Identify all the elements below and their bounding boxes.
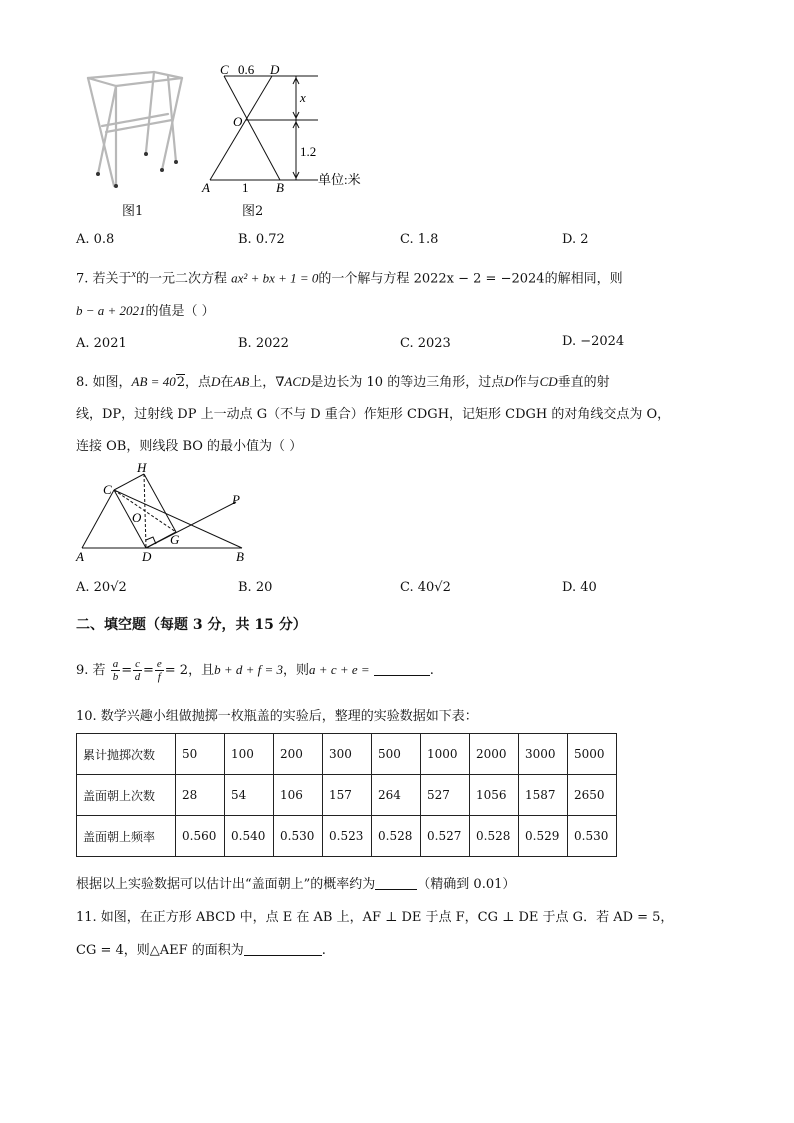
table-cell: 100 <box>225 734 274 775</box>
figure-2-caption: 图2 <box>242 204 264 219</box>
q6-option-b[interactable]: B. 0.72 <box>238 232 285 247</box>
q8-option-a[interactable]: A. 20√2 <box>76 580 127 595</box>
table-cell: 200 <box>274 734 323 775</box>
q8-option-c[interactable]: C. 40√2 <box>400 580 451 595</box>
q7-option-a[interactable]: A. 2021 <box>76 336 127 351</box>
q6-option-d[interactable]: D. 2 <box>562 232 589 247</box>
q11-answer-blank[interactable] <box>244 941 322 956</box>
q9-frac-e-f: $\frac{e}{f}$ <box>156 658 162 683</box>
q8-option-d[interactable]: D. 40 <box>562 580 597 595</box>
fig3-label-p: P <box>232 492 240 507</box>
q10-answer-blank[interactable] <box>375 875 417 890</box>
table-cell: 0.560 <box>176 816 225 857</box>
table-cell: 2650 <box>568 775 617 816</box>
table-cell: 3000 <box>519 734 568 775</box>
q7-eq2: 2022x − 2 = −2024 <box>413 271 545 287</box>
table-row <box>77 775 617 816</box>
table-row-header: 盖面朝上频率 <box>77 816 176 857</box>
table-cell: 0.530 <box>568 816 617 857</box>
q9-line: 9. 若 $\frac{a}{b}$ = $\frac{c}{d}$ = $\frac{e}{f}$ = 2，且b + d + f = 3，则a + c + e = . <box>76 658 434 683</box>
table-row <box>77 816 617 857</box>
table-row-header: 累计抛掷次数 <box>77 734 176 775</box>
table-row <box>77 734 617 775</box>
table-cell: 28 <box>176 775 225 816</box>
table-cell: 0.540 <box>225 816 274 857</box>
fig2-label-d: D <box>270 62 280 77</box>
q8-line-2: 线，DP，过射线 DP 上一动点 G（不与 D 重合）作矩形 CDGH，记矩形 CDGH 的对角线交点为 O， <box>76 407 671 422</box>
section-2-heading: 二、填空题（每题 3 分，共 15 分） <box>76 617 307 633</box>
q7-option-b[interactable]: B. 2022 <box>238 336 289 351</box>
q9-answer-blank[interactable] <box>374 661 430 676</box>
fig2-label-b: B <box>276 180 284 195</box>
table-cell: 0.527 <box>421 816 470 857</box>
table-cell: 300 <box>323 734 372 775</box>
q6-option-a[interactable]: A. 0.8 <box>76 232 115 247</box>
table-cell: 0.523 <box>323 816 372 857</box>
table-cell: 1000 <box>421 734 470 775</box>
q9-frac-c-d: $\frac{c}{d}$ <box>134 658 141 683</box>
q7-option-c[interactable]: C. 2023 <box>400 336 451 351</box>
q7-line-2: b − a + 2021的值是（ ） <box>76 303 215 319</box>
q7-expr: b − a + 2021 <box>76 303 146 318</box>
q11-line-2: CG = 4，则△AEF 的面积为 . <box>76 943 326 958</box>
fig2-label-o: O <box>233 114 243 129</box>
fig2-label-cd: 0.6 <box>238 62 255 77</box>
fig3-label-h: H <box>137 460 147 475</box>
q11-line-1: 11. 如图，在正方形 ABCD 中，点 E 在 AB 上，AF ⊥ DE 于点 F，CG ⊥ DE 于点 G．若 AD = 5， <box>76 910 674 925</box>
q9-frac-a-b: $\frac{a}{b}$ <box>112 658 119 683</box>
table-cell: 1587 <box>519 775 568 816</box>
table-cell: 264 <box>372 775 421 816</box>
fig3-label-g: G <box>170 532 180 547</box>
table-cell: 5000 <box>568 734 617 775</box>
fig3-label-b: B <box>236 549 244 564</box>
figure-1-drying-rack <box>76 66 196 192</box>
q8-line-1: 8. 如图，AB = 402，点D在AB上，∇ACD是边长为 10 的等边三角形，过点D作与CD垂直的射 <box>76 374 610 390</box>
fig2-label-height: 1.2 <box>300 144 317 159</box>
table-cell: 157 <box>323 775 372 816</box>
table-cell: 527 <box>421 775 470 816</box>
q7-x: x <box>131 269 136 280</box>
table-cell: 0.528 <box>470 816 519 857</box>
fig3-label-o: O <box>132 510 142 525</box>
fig3-label-d: D <box>142 549 152 564</box>
q8-option-b[interactable]: B. 20 <box>238 580 273 595</box>
q6-option-c[interactable]: C. 1.8 <box>400 232 439 247</box>
fig2-unit: 单位:米 <box>318 172 361 187</box>
q8-line-3: 连接 OB，则线段 BO 的最小值为（ ） <box>76 439 303 454</box>
fig3-label-c: C <box>103 482 112 497</box>
q10-stem: 10. 数学兴趣小组做抛掷一枚瓶盖的实验后，整理的实验数据如下表： <box>76 709 478 724</box>
figure-3-rectangle-diagram <box>74 460 254 566</box>
q10-data-table <box>76 733 617 857</box>
table-row-header: 盖面朝上次数 <box>77 775 176 816</box>
table-cell: 2000 <box>470 734 519 775</box>
q7-line-1: 7. 若关于$^x$的一元二次方程 ax² + bx + 1 = 0的一个解与方程 2022x − 2 = −2024的解相同，则 <box>76 269 623 287</box>
fig2-label-ab: 1 <box>242 180 249 195</box>
fig2-label-c: C <box>220 62 229 77</box>
table-cell: 0.529 <box>519 816 568 857</box>
table-cell: 50 <box>176 734 225 775</box>
fig2-label-x: x <box>300 90 306 105</box>
q10-followup: 根据以上实验数据可以估计出“盖面朝上”的概率约为 （精确到 0.01） <box>76 877 516 892</box>
table-cell: 0.530 <box>274 816 323 857</box>
table-cell: 1056 <box>470 775 519 816</box>
figure-2-hourglass-diagram <box>200 60 380 196</box>
fig3-label-a: A <box>76 549 84 564</box>
table-cell: 500 <box>372 734 421 775</box>
fig2-label-a: A <box>202 180 210 195</box>
table-cell: 0.528 <box>372 816 421 857</box>
figure-1-caption: 图1 <box>122 204 144 219</box>
q7-option-d[interactable]: D. −2024 <box>562 334 625 349</box>
table-cell: 54 <box>225 775 274 816</box>
table-cell: 106 <box>274 775 323 816</box>
q7-eq1: ax² + bx + 1 = 0 <box>231 270 319 286</box>
